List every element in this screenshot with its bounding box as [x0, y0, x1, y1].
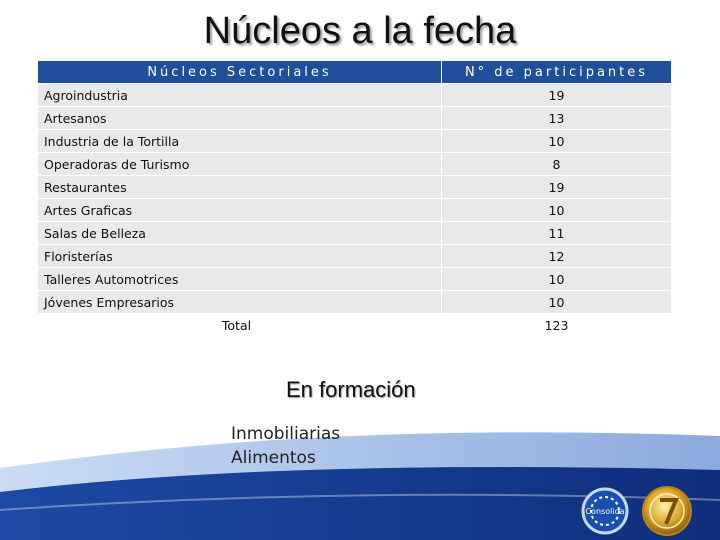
table-header-row: [38, 61, 672, 84]
header-sector: Núcleos Sectoriales: [38, 61, 442, 84]
participantes-cell: 19: [442, 176, 672, 199]
sector-cell: Artes Graficas: [38, 199, 442, 222]
gold-seal-logo: [643, 487, 691, 535]
table-row: [38, 130, 672, 153]
total-label: Total: [38, 314, 442, 337]
sector-cell: Industria de la Tortilla: [38, 130, 442, 153]
sector-cell: Restaurantes: [38, 176, 442, 199]
page-title: Núcleos a la fecha: [203, 10, 517, 52]
list-item: Alimentos: [231, 448, 316, 468]
header-participantes: N° de participantes: [442, 61, 672, 84]
list-item: Inmobiliarias: [231, 424, 341, 444]
table-row: [38, 245, 672, 268]
table-row: [38, 291, 672, 314]
total-value: 123: [442, 314, 672, 337]
table-row: [38, 107, 672, 130]
table-row: [38, 153, 672, 176]
participantes-cell: 10: [442, 291, 672, 314]
sector-cell: Floristerías: [38, 245, 442, 268]
participantes-cell: 10: [442, 268, 672, 291]
sector-cell: Jóvenes Empresarios: [38, 291, 442, 314]
consolida-logo: [583, 489, 627, 533]
participantes-cell: 10: [442, 199, 672, 222]
table-row: [38, 222, 672, 245]
sector-cell: Operadoras de Turismo: [38, 153, 442, 176]
nucleos-table: [37, 60, 672, 337]
sector-cell: Talleres Automotrices: [38, 268, 442, 291]
table-row: [38, 176, 672, 199]
total-row: [38, 314, 672, 337]
sector-cell: Agroindustria: [38, 84, 442, 107]
en-formacion-list: [231, 422, 340, 470]
table-row: [38, 268, 672, 291]
table-row: [38, 84, 672, 107]
participantes-cell: 12: [442, 245, 672, 268]
table-row: [38, 199, 672, 222]
sector-cell: Artesanos: [38, 107, 442, 130]
consolida-logo-text: Consolida: [585, 507, 625, 516]
participantes-cell: 13: [442, 107, 672, 130]
en-formacion-heading: En formación: [286, 377, 416, 402]
sector-cell: Salas de Belleza: [38, 222, 442, 245]
participantes-cell: 19: [442, 84, 672, 107]
participantes-cell: 8: [442, 153, 672, 176]
participantes-cell: 11: [442, 222, 672, 245]
participantes-cell: 10: [442, 130, 672, 153]
